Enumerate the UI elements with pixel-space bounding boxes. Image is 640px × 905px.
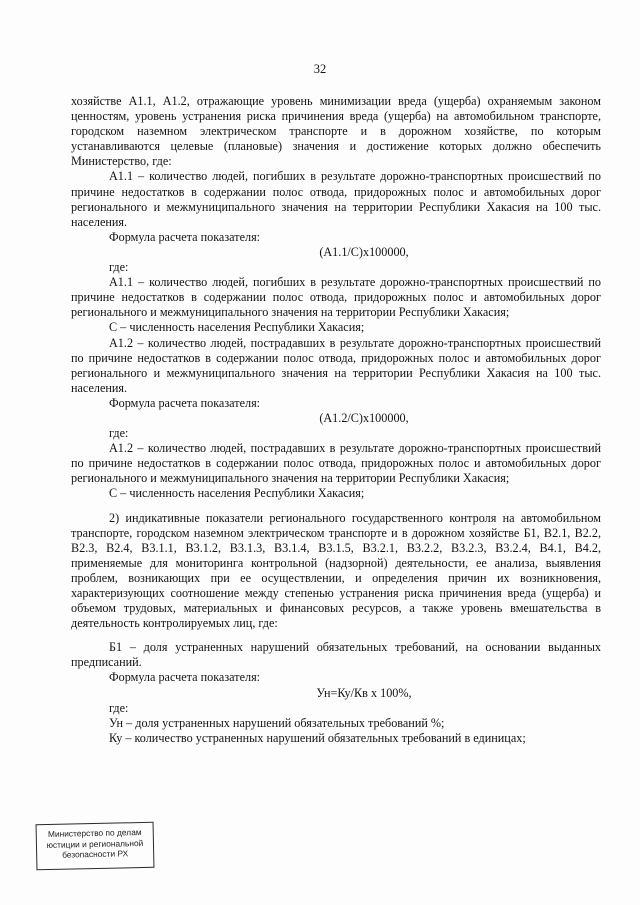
paragraph: Б1 – доля устраненных нарушений обязательных требований, на основании выданных предписаний.	[71, 640, 601, 670]
paragraph: Формула расчета показателя:	[109, 229, 261, 244]
paragraph: С – численность населения Республики Хакасия;	[109, 320, 365, 335]
paragraph: А1.1 – количество людей, погибших в результате дорожно-транспортных происшествий по причине недостатков в содержании полос отвода, придорожных полос и автомобильных дорог регионального и межмуниципального значения на территории Республики Хакасия на 100 тыс. населения.	[71, 169, 601, 229]
page-number: 32	[313, 62, 327, 76]
paragraph: С – численность населения Республики Хакасия;	[109, 486, 365, 501]
formula: (А1.2/С)х100000,	[319, 410, 409, 425]
paragraph: где:	[109, 260, 129, 275]
paragraph: А1.2 – количество людей, пострадавших в результате дорожно-транспортных происшествий по причине недостатков в содержании полос отвода, придорожных полос и автомобильных дорог регионального и межмуниципального значения на территории Республики Хакасия;	[71, 441, 601, 486]
paragraph: Ку – количество устраненных нарушений обязательных требований в единицах;	[109, 730, 526, 745]
paragraph: А1.1 – количество людей, погибших в результате дорожно-транспортных происшествий по причине недостатков в содержании полос отвода, придорожных полос и автомобильных дорог регионального и межмуниципального значения на территории Республики Хакасия;	[71, 275, 601, 320]
formula: Ун=Ку/Кв х 100%,	[316, 685, 412, 700]
paragraph: где:	[109, 700, 129, 715]
stamp-line: юстиции и региональной	[46, 837, 144, 850]
body-text	[71, 94, 601, 746]
paragraph: Формула расчета показателя:	[109, 670, 261, 685]
paragraph: Формула расчета показателя:	[109, 395, 261, 410]
formula: (А1.1/С)х100000,	[319, 244, 409, 259]
ministry-stamp	[36, 822, 155, 870]
paragraph: 2) индикативные показатели регионального государственного контроля на автомобильном транспорте, городском наземном электрическом транспорте и в дорожном хозяйстве Б1, В2.1, В2.2, В2.3, В2.4, В3.1.1, В3.1.2, В3.1.3, В3.1.4, В3.1.5, В3.2.1, В3.2.2, В3.2.3, В3.2.4, В4.1, В4.2, применяемые для мониторинга контрольной (надзорной) деятельности, ее анализа, выявления проблем, возникающих при ее осуществлении, и определения причин их возникновения, характеризующих соотношение между степенью устранения риска причинения вреда (ущерба) и объемом трудовых, материальных и финансовых ресурсов, а также уровень вмешательства в деятельность контролируемых лиц, где:	[71, 510, 601, 631]
paragraph: хозяйстве А1.1, А1.2, отражающие уровень минимизации вреда (ущерба) охраняемым законом ценностям, уровень устранения риска причинения вреда (ущерба) на автомобильном транспорте, городском наземном электрическом транспорте и в дорожном хозяйстве, по которым устанавливаются целевые (плановые) значения и достижение которых должно обеспечить Министерство, где:	[71, 94, 601, 169]
stamp-line: безопасности РХ	[62, 848, 129, 860]
paragraph: где:	[109, 426, 129, 441]
paragraph: А1.2 – количество людей, пострадавших в результате дорожно-транспортных происшествий по причине недостатков в содержании полос отвода, придорожных полос и автомобильных дорог регионального и межмуниципального значения на территории Республики Хакасия на 100 тыс. населения.	[71, 335, 601, 395]
stamp-line: Министерство по делам	[47, 827, 142, 839]
paragraph: Ун – доля устраненных нарушений обязательных требований %;	[109, 715, 445, 730]
